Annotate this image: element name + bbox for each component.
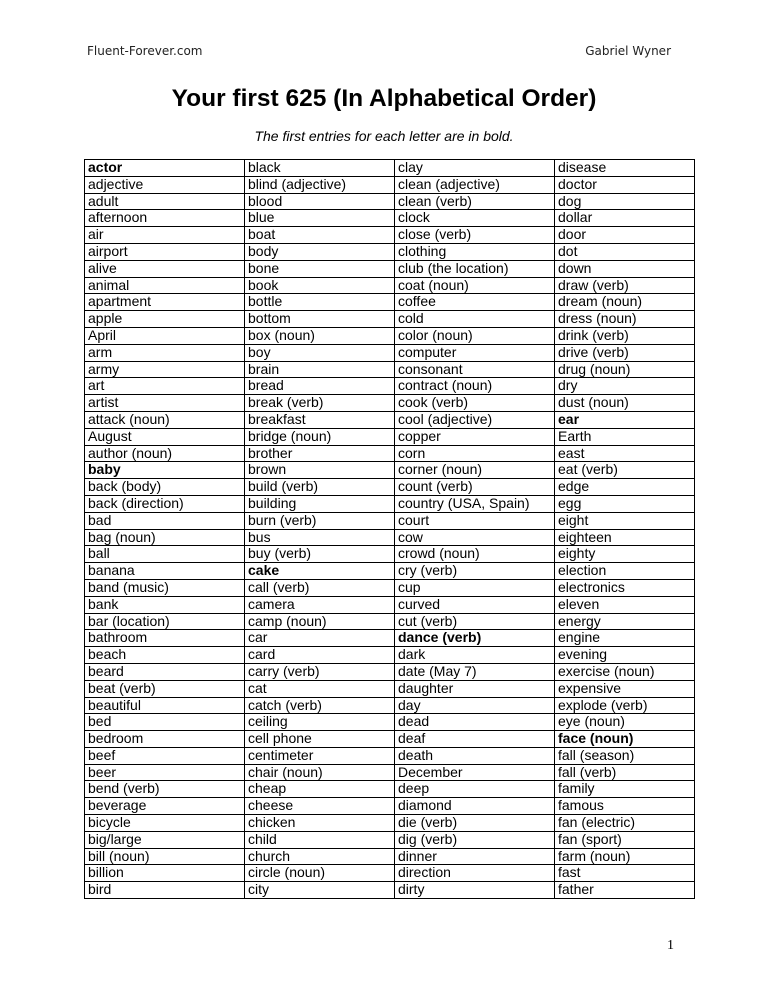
word-cell: drink (verb)	[555, 327, 695, 344]
table-row	[85, 428, 695, 445]
word-cell: airport	[85, 243, 245, 260]
word-cell: centimeter	[245, 747, 395, 764]
word-cell: disease	[555, 160, 695, 177]
word-cell: dog	[555, 193, 695, 210]
table-row	[85, 160, 695, 177]
word-cell: clean (verb)	[395, 193, 555, 210]
table-row	[85, 210, 695, 227]
word-cell: bread	[245, 378, 395, 395]
table-row	[85, 798, 695, 815]
word-cell: chicken	[245, 815, 395, 832]
word-cell: bed	[85, 714, 245, 731]
table-row	[85, 479, 695, 496]
table-row	[85, 294, 695, 311]
word-cell: blind (adjective)	[245, 176, 395, 193]
word-cell: dig (verb)	[395, 831, 555, 848]
table-row	[85, 193, 695, 210]
word-cell: breakfast	[245, 411, 395, 428]
word-cell: build (verb)	[245, 479, 395, 496]
word-cell: camera	[245, 596, 395, 613]
word-cell: day	[395, 697, 555, 714]
word-cell: August	[85, 428, 245, 445]
word-cell: contract (noun)	[395, 378, 555, 395]
word-cell: electronics	[555, 579, 695, 596]
word-cell: country (USA, Spain)	[395, 495, 555, 512]
word-cell: cheap	[245, 781, 395, 798]
word-cell: engine	[555, 630, 695, 647]
word-cell: bus	[245, 529, 395, 546]
word-table	[84, 159, 695, 899]
word-cell: bar (location)	[85, 613, 245, 630]
word-cell: edge	[555, 479, 695, 496]
table-row	[85, 512, 695, 529]
word-cell: bedroom	[85, 731, 245, 748]
table-row	[85, 815, 695, 832]
word-cell: brain	[245, 361, 395, 378]
table-row	[85, 529, 695, 546]
word-cell: dance (verb)	[395, 630, 555, 647]
word-cell: break (verb)	[245, 395, 395, 412]
word-cell: bank	[85, 596, 245, 613]
word-cell: direction	[395, 865, 555, 882]
table-row	[85, 243, 695, 260]
word-cell: art	[85, 378, 245, 395]
word-cell: circle (noun)	[245, 865, 395, 882]
word-cell: exercise (noun)	[555, 663, 695, 680]
word-cell: dinner	[395, 848, 555, 865]
word-cell: doctor	[555, 176, 695, 193]
word-cell: bridge (noun)	[245, 428, 395, 445]
word-cell: bottom	[245, 311, 395, 328]
word-cell: afternoon	[85, 210, 245, 227]
word-cell: arm	[85, 344, 245, 361]
word-cell: cat	[245, 680, 395, 697]
word-cell: eight	[555, 512, 695, 529]
word-cell: corn	[395, 445, 555, 462]
word-cell: buy (verb)	[245, 546, 395, 563]
word-cell: drug (noun)	[555, 361, 695, 378]
word-cell: drive (verb)	[555, 344, 695, 361]
page-number: 1	[667, 938, 674, 953]
table-row	[85, 630, 695, 647]
word-cell: computer	[395, 344, 555, 361]
table-row	[85, 865, 695, 882]
word-cell: egg	[555, 495, 695, 512]
word-cell: adjective	[85, 176, 245, 193]
word-cell: clothing	[395, 243, 555, 260]
word-cell: big/large	[85, 831, 245, 848]
word-cell: cup	[395, 579, 555, 596]
word-cell: attack (noun)	[85, 411, 245, 428]
word-cell: eighteen	[555, 529, 695, 546]
word-cell: fall (season)	[555, 747, 695, 764]
word-cell: blood	[245, 193, 395, 210]
word-cell: actor	[85, 160, 245, 177]
word-cell: cry (verb)	[395, 563, 555, 580]
word-cell: brown	[245, 462, 395, 479]
word-cell: election	[555, 563, 695, 580]
word-cell: bill (noun)	[85, 848, 245, 865]
word-cell: expensive	[555, 680, 695, 697]
word-cell: camp (noun)	[245, 613, 395, 630]
word-cell: evening	[555, 647, 695, 664]
word-cell: beat (verb)	[85, 680, 245, 697]
word-cell: date (May 7)	[395, 663, 555, 680]
word-cell: adult	[85, 193, 245, 210]
word-cell: dark	[395, 647, 555, 664]
word-cell: billion	[85, 865, 245, 882]
word-cell: copper	[395, 428, 555, 445]
word-cell: dirty	[395, 882, 555, 899]
word-cell: clock	[395, 210, 555, 227]
table-row	[85, 697, 695, 714]
word-cell: coat (noun)	[395, 277, 555, 294]
table-row	[85, 445, 695, 462]
word-cell: band (music)	[85, 579, 245, 596]
word-cell: draw (verb)	[555, 277, 695, 294]
table-row	[85, 311, 695, 328]
word-cell: chair (noun)	[245, 764, 395, 781]
word-cell: dust (noun)	[555, 395, 695, 412]
word-cell: body	[245, 243, 395, 260]
word-cell: famous	[555, 798, 695, 815]
table-row	[85, 378, 695, 395]
word-cell: crowd (noun)	[395, 546, 555, 563]
table-row	[85, 731, 695, 748]
word-cell: face (noun)	[555, 731, 695, 748]
word-cell: back (direction)	[85, 495, 245, 512]
word-cell: church	[245, 848, 395, 865]
word-cell: curved	[395, 596, 555, 613]
word-cell: burn (verb)	[245, 512, 395, 529]
word-cell: fan (sport)	[555, 831, 695, 848]
word-cell: December	[395, 764, 555, 781]
word-cell: deaf	[395, 731, 555, 748]
word-cell: family	[555, 781, 695, 798]
word-cell: close (verb)	[395, 227, 555, 244]
word-cell: baby	[85, 462, 245, 479]
word-cell: eat (verb)	[555, 462, 695, 479]
word-cell: eye (noun)	[555, 714, 695, 731]
table-row	[85, 176, 695, 193]
word-cell: carry (verb)	[245, 663, 395, 680]
table-row	[85, 647, 695, 664]
word-cell: dead	[395, 714, 555, 731]
word-cell: down	[555, 260, 695, 277]
table-row	[85, 361, 695, 378]
word-cell: beverage	[85, 798, 245, 815]
table-row	[85, 563, 695, 580]
word-cell: club (the location)	[395, 260, 555, 277]
word-cell: color (noun)	[395, 327, 555, 344]
table-row	[85, 546, 695, 563]
table-row	[85, 277, 695, 294]
word-cell: explode (verb)	[555, 697, 695, 714]
word-cell: apple	[85, 311, 245, 328]
word-table-body	[85, 160, 695, 899]
word-cell: daughter	[395, 680, 555, 697]
word-cell: eleven	[555, 596, 695, 613]
word-cell: banana	[85, 563, 245, 580]
word-cell: death	[395, 747, 555, 764]
word-cell: diamond	[395, 798, 555, 815]
table-row	[85, 327, 695, 344]
table-row	[85, 344, 695, 361]
word-cell: brother	[245, 445, 395, 462]
word-cell: apartment	[85, 294, 245, 311]
word-cell: bathroom	[85, 630, 245, 647]
word-cell: door	[555, 227, 695, 244]
word-cell: animal	[85, 277, 245, 294]
word-cell: beautiful	[85, 697, 245, 714]
table-row	[85, 831, 695, 848]
word-cell: bend (verb)	[85, 781, 245, 798]
table-row	[85, 395, 695, 412]
word-cell: eighty	[555, 546, 695, 563]
word-cell: cheese	[245, 798, 395, 815]
word-cell: book	[245, 277, 395, 294]
word-cell: count (verb)	[395, 479, 555, 496]
word-cell: cow	[395, 529, 555, 546]
word-cell: dry	[555, 378, 695, 395]
word-cell: call (verb)	[245, 579, 395, 596]
word-cell: back (body)	[85, 479, 245, 496]
word-cell: dress (noun)	[555, 311, 695, 328]
word-cell: energy	[555, 613, 695, 630]
word-cell: army	[85, 361, 245, 378]
table-row	[85, 764, 695, 781]
word-cell: farm (noun)	[555, 848, 695, 865]
word-cell: beach	[85, 647, 245, 664]
word-cell: dollar	[555, 210, 695, 227]
word-cell: boat	[245, 227, 395, 244]
table-row	[85, 848, 695, 865]
table-row	[85, 227, 695, 244]
word-cell: car	[245, 630, 395, 647]
table-row	[85, 882, 695, 899]
word-cell: black	[245, 160, 395, 177]
table-row	[85, 747, 695, 764]
word-cell: bag (noun)	[85, 529, 245, 546]
word-cell: bird	[85, 882, 245, 899]
word-cell: fan (electric)	[555, 815, 695, 832]
word-cell: cut (verb)	[395, 613, 555, 630]
word-cell: box (noun)	[245, 327, 395, 344]
table-row	[85, 613, 695, 630]
word-cell: cake	[245, 563, 395, 580]
word-cell: child	[245, 831, 395, 848]
word-cell: bottle	[245, 294, 395, 311]
word-cell: cold	[395, 311, 555, 328]
word-cell: deep	[395, 781, 555, 798]
table-row	[85, 462, 695, 479]
header-author: Gabriel Wyner	[585, 44, 671, 58]
word-cell: air	[85, 227, 245, 244]
word-cell: ball	[85, 546, 245, 563]
word-cell: bicycle	[85, 815, 245, 832]
word-cell: bad	[85, 512, 245, 529]
word-cell: clay	[395, 160, 555, 177]
table-row	[85, 680, 695, 697]
word-cell: die (verb)	[395, 815, 555, 832]
word-cell: beer	[85, 764, 245, 781]
word-cell: court	[395, 512, 555, 529]
table-row	[85, 781, 695, 798]
word-cell: dot	[555, 243, 695, 260]
word-cell: cell phone	[245, 731, 395, 748]
word-cell: cook (verb)	[395, 395, 555, 412]
word-cell: ceiling	[245, 714, 395, 731]
word-cell: beef	[85, 747, 245, 764]
word-cell: bone	[245, 260, 395, 277]
word-cell: fall (verb)	[555, 764, 695, 781]
word-cell: cool (adjective)	[395, 411, 555, 428]
word-cell: dream (noun)	[555, 294, 695, 311]
word-cell: boy	[245, 344, 395, 361]
table-row	[85, 411, 695, 428]
word-cell: ear	[555, 411, 695, 428]
word-cell: fast	[555, 865, 695, 882]
word-cell: catch (verb)	[245, 697, 395, 714]
word-cell: alive	[85, 260, 245, 277]
table-row	[85, 663, 695, 680]
table-row	[85, 596, 695, 613]
word-cell: artist	[85, 395, 245, 412]
word-cell: city	[245, 882, 395, 899]
word-cell: coffee	[395, 294, 555, 311]
word-cell: building	[245, 495, 395, 512]
word-cell: father	[555, 882, 695, 899]
page-subtitle: The first entries for each letter are in bold.	[254, 128, 514, 144]
word-cell: east	[555, 445, 695, 462]
table-row	[85, 714, 695, 731]
word-cell: corner (noun)	[395, 462, 555, 479]
word-cell: card	[245, 647, 395, 664]
page-title: Your first 625 (In Alphabetical Order)	[171, 85, 597, 112]
table-row	[85, 495, 695, 512]
word-cell: consonant	[395, 361, 555, 378]
header-site: Fluent-Forever.com	[87, 44, 203, 58]
word-cell: blue	[245, 210, 395, 227]
word-cell: April	[85, 327, 245, 344]
word-cell: author (noun)	[85, 445, 245, 462]
table-row	[85, 579, 695, 596]
word-cell: beard	[85, 663, 245, 680]
word-cell: clean (adjective)	[395, 176, 555, 193]
table-row	[85, 260, 695, 277]
word-cell: Earth	[555, 428, 695, 445]
